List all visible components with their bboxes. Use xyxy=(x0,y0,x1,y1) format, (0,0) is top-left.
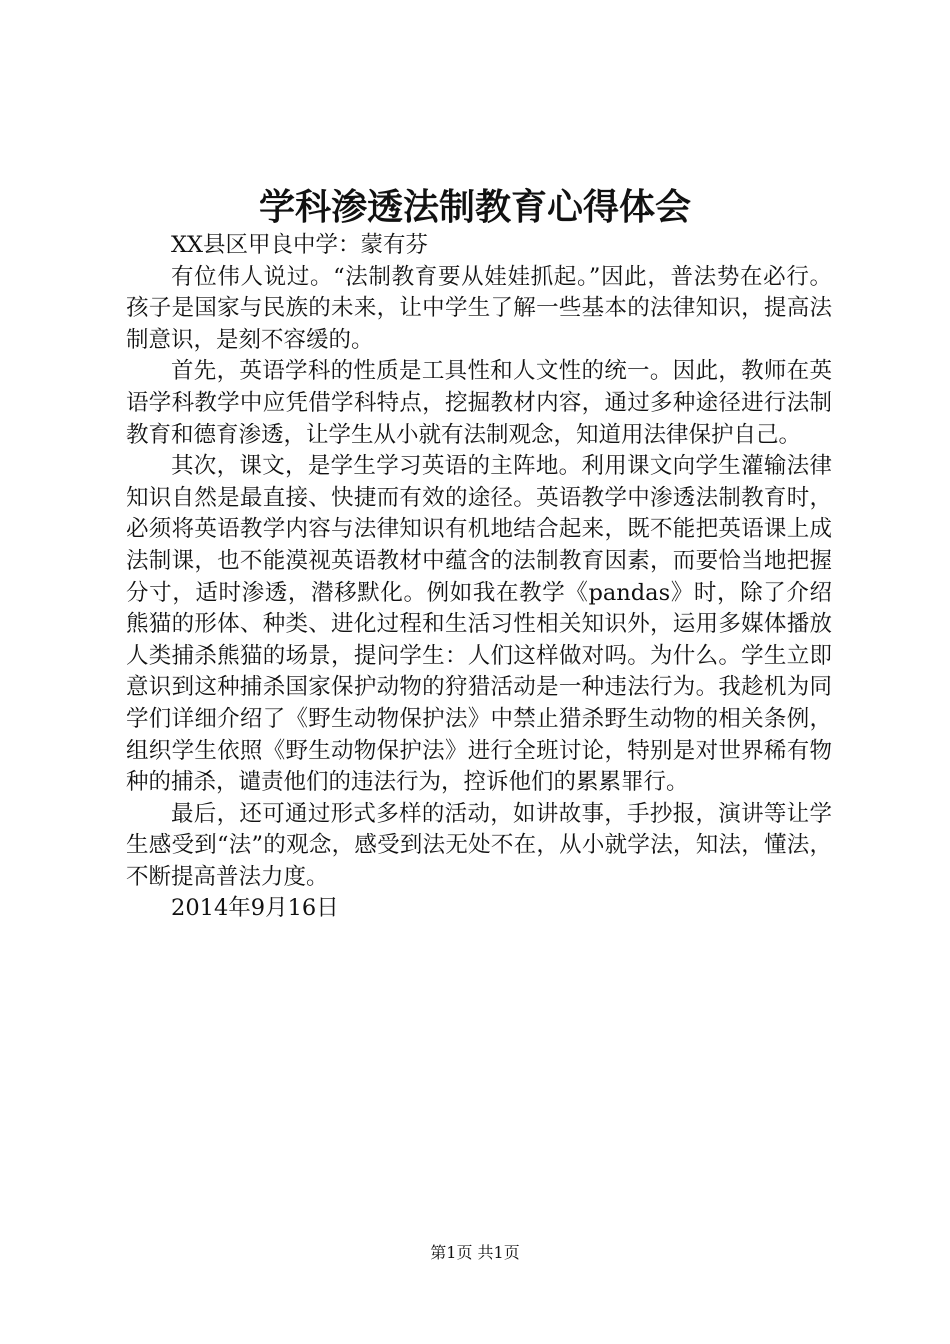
page-footer: 第1页 共1页 xyxy=(430,1243,520,1262)
document-date: 2014年9月16日 xyxy=(171,895,339,922)
paragraph-intro: 有位伟人说过。“法制教育要从娃娃抓起。”因此，普法势在必行。孩子是国家与民族的未来，让中学生了解一些基本的法律知识，提高法制意识，是刻不容缓的。 xyxy=(126,263,832,353)
document-title: 学科渗透法制教育心得体会 xyxy=(258,187,691,228)
document-body xyxy=(126,230,832,925)
paragraph-first: 首先，英语学科的性质是工具性和人文性的统一。因此，教师在英语学科教学中应凭借学科特点，挖掘教材内容，通过多种途径进行法制教育和德育渗透，让学生从小就有法制观念，知道用法律保护自己。 xyxy=(126,358,832,448)
paragraph-second: 其次，课文，是学生学习英语的主阵地。利用课文向学生灌输法律知识自然是最直接、快捷而有效的途径。英语教学中渗透法制教育时，必须将英语教学内容与法律知识有机地结合起来，既不能把英语课上成法制课，也不能漠视英语教材中蕴含的法制教育因素，而要恰当地把握分寸，适时渗透，潜移默化。例如我在教学《pandas》时，除了介绍熊猫的形体、种类、进化过程和生活习性相关知识外，运用多媒体播放人类捕杀熊猫的场景，提问学生：人们这样做对吗。为什么。学生立即意识到这种捕杀国家保护动物的狩猎活动是一种违法行为。我趁机为同学们详细介绍了《野生动物保护法》中禁止猎杀野生动物的相关条例，组织学生依照《野生动物保护法》进行全班讨论，特别是对世界稀有物种的捕杀，谴责他们的违法行为，控诉他们的累累罪行。 xyxy=(126,453,832,796)
paragraph-last: 最后，还可通过形式多样的活动，如讲故事，手抄报，演讲等让学生感受到“法”的观念，感受到法无处不在，从小就学法，知法，懂法，不断提高普法力度。 xyxy=(126,800,832,890)
author-line: XX县区甲良中学：蒙有芬 xyxy=(171,232,429,258)
